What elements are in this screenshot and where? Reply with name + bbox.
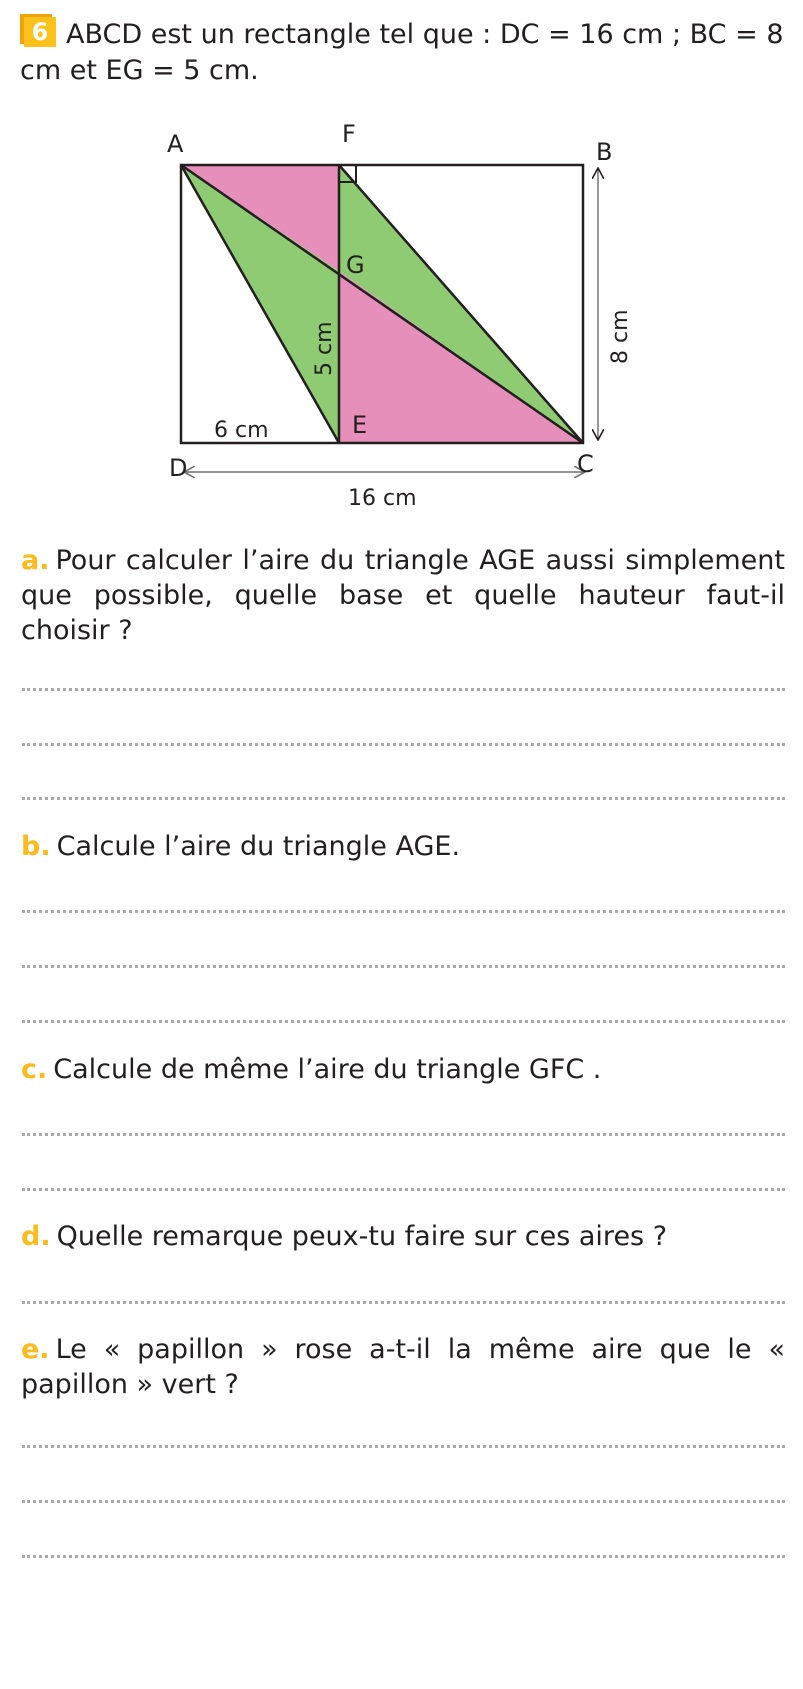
label-length-eg: 5 cm: [312, 321, 337, 376]
label-point-a: A: [167, 130, 184, 158]
question-b: [21, 829, 785, 864]
label-length-de: 6 cm: [214, 418, 269, 443]
question-e: [21, 1332, 785, 1402]
question-c-text: Calcule de même l’aire du triangle GFC .: [53, 1054, 602, 1085]
answer-line[interactable]: [22, 743, 785, 746]
answer-line[interactable]: [22, 910, 785, 913]
label-point-d: D: [169, 454, 188, 482]
question-a-letter: a.: [21, 545, 50, 576]
exercise-statement: ABCD est un rectangle tel que : DC = 16 cm ; BC = 8 cm et EG = 5 cm.: [20, 19, 784, 86]
rectangle-abcd-diagram: [150, 120, 690, 560]
label-point-f: F: [342, 120, 356, 148]
question-b-letter: b.: [21, 831, 51, 862]
answer-line[interactable]: [22, 1301, 785, 1304]
geometry-figure: [150, 120, 690, 560]
answer-line[interactable]: [22, 1020, 785, 1023]
label-point-c: C: [577, 450, 594, 478]
label-point-b: B: [596, 138, 613, 166]
answer-line[interactable]: [22, 965, 785, 968]
question-e-letter: e.: [21, 1334, 50, 1365]
label-length-dc: 16 cm: [348, 486, 417, 511]
answer-line[interactable]: [22, 1555, 785, 1558]
answer-line[interactable]: [22, 688, 785, 691]
answer-line[interactable]: [22, 1445, 785, 1448]
answer-line[interactable]: [22, 1188, 785, 1191]
question-d: [21, 1219, 785, 1254]
exercise-number-badge: [20, 14, 56, 46]
label-point-e: E: [352, 411, 368, 439]
question-b-text: Calcule l’aire du triangle AGE.: [56, 831, 461, 862]
question-a: [21, 543, 785, 648]
label-length-bc: 8 cm: [608, 309, 633, 364]
exercise-header: [20, 14, 790, 89]
question-c: [21, 1052, 785, 1087]
answer-line[interactable]: [22, 1500, 785, 1503]
answer-line[interactable]: [22, 1133, 785, 1136]
question-d-text: Quelle remarque peux-tu faire sur ces aires ?: [56, 1221, 668, 1252]
question-d-letter: d.: [21, 1221, 51, 1252]
question-e-text: Le « papillon » rose a-t-il la même aire que le « papillon » vert ?: [21, 1334, 785, 1400]
label-point-g: G: [346, 251, 365, 279]
question-c-letter: c.: [21, 1054, 48, 1085]
answer-line[interactable]: [22, 797, 785, 800]
question-a-text: Pour calculer l’aire du triangle AGE aussi simplement que possible, quelle base et quelle hauteur faut-il choisir ?: [21, 545, 785, 646]
exercise-number: 6: [24, 17, 56, 47]
